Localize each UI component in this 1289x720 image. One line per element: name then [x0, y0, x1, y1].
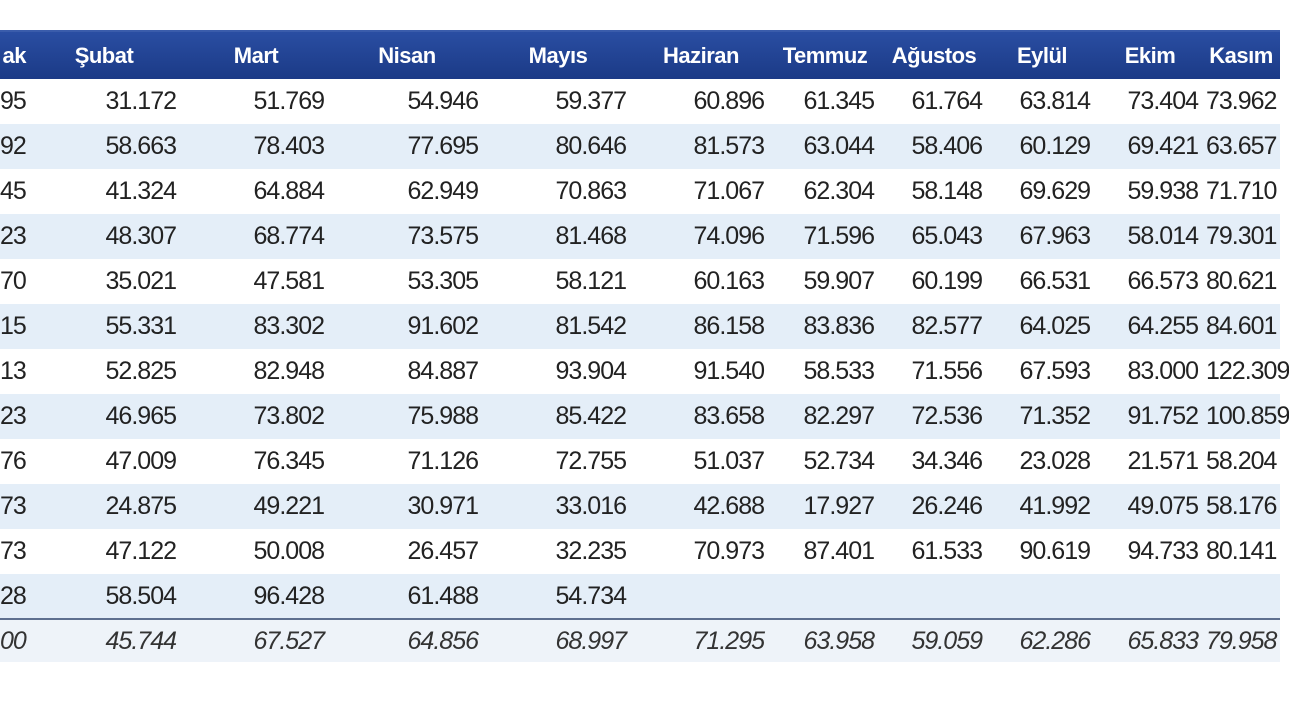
table-cell: 51.037: [693, 447, 764, 475]
top-margin: [0, 0, 1280, 30]
table-cell: 81.573: [693, 132, 764, 160]
table-cell: 59.938: [1127, 177, 1198, 205]
table-cell: 71.556: [911, 357, 982, 385]
table-cell: 82.948: [253, 357, 324, 385]
table-cell: [772, 574, 882, 619]
table-cell: 83.836: [803, 312, 874, 340]
footer-cell: 45.744: [28, 619, 184, 663]
table-cell: 69.421: [1127, 132, 1198, 160]
table-cell: 13: [0, 357, 26, 385]
table-cell: 76.345: [253, 447, 324, 475]
table-cell: 83.000: [1127, 357, 1198, 385]
table-cell: 79.301: [1206, 222, 1277, 250]
table-cell: 59.907: [803, 267, 874, 295]
footer-row-average: [0, 619, 1280, 663]
table-cell: 21.571: [1127, 447, 1198, 475]
table-row: [0, 484, 1280, 529]
table-cell: 70: [0, 267, 26, 295]
table-cell: 73: [0, 537, 26, 565]
footer-cell: 67.527: [184, 619, 332, 663]
table-cell: 91.752: [1127, 402, 1198, 430]
table-header: [0, 31, 1280, 79]
table-cell: 34.346: [911, 447, 982, 475]
table-cell: 68.774: [253, 222, 324, 250]
table-cell: 47.581: [253, 267, 324, 295]
table-cell: 30.971: [407, 492, 478, 520]
table-cell: [634, 574, 772, 619]
table-cell: 15: [0, 312, 26, 340]
table-cell: 87.401: [803, 537, 874, 565]
table-cell: [990, 574, 1098, 619]
table-cell: 55.331: [105, 312, 176, 340]
footer-cell: 71.295: [634, 619, 772, 663]
table-cell: 81.468: [555, 222, 626, 250]
table-cell: 80.646: [555, 132, 626, 160]
table-cell: 66.531: [1019, 267, 1090, 295]
table-cell: 54.734: [555, 581, 626, 610]
table-cell: 52.734: [803, 447, 874, 475]
table-cell: 67.963: [1019, 222, 1090, 250]
table-cell: 84.887: [407, 357, 478, 385]
table-cell: [1206, 574, 1280, 619]
table-cell: 62.304: [803, 177, 874, 205]
table-cell: 69.629: [1019, 177, 1090, 205]
table-cell: 17.927: [803, 492, 874, 520]
table-cell: 47.122: [105, 537, 176, 565]
footer-cell: 79.958: [1206, 619, 1280, 663]
column-header: Ağustos: [882, 31, 990, 79]
table-cell: 60.163: [693, 267, 764, 295]
table-row: [0, 169, 1280, 214]
table-cell: 26.457: [407, 537, 478, 565]
table-cell: 90.619: [1019, 537, 1090, 565]
table-cell: 59.377: [555, 87, 626, 115]
table-cell: 42.688: [693, 492, 764, 520]
column-header: Temmuz: [772, 31, 882, 79]
table-cell: 73.802: [253, 402, 324, 430]
table-cell: 58.014: [1127, 222, 1198, 250]
table-row: [0, 79, 1280, 124]
footer-cell: 65.833: [1098, 619, 1206, 663]
table-cell: 73.962: [1206, 87, 1277, 115]
table-cell: 96.428: [253, 581, 324, 610]
table-cell: 65.043: [911, 222, 982, 250]
table-row: [0, 439, 1280, 484]
table-cell: 35.021: [105, 267, 176, 295]
table-cell: 61.764: [911, 87, 982, 115]
footer-cell: 00: [0, 619, 28, 663]
table-cell: 67.593: [1019, 357, 1090, 385]
table-cell: 93.904: [555, 357, 626, 385]
table-cell: 64.884: [253, 177, 324, 205]
column-header: ak: [0, 31, 28, 79]
table-cell: 32.235: [555, 537, 626, 565]
monthly-data-table-container: [0, 30, 1289, 662]
table-cell: 80.621: [1206, 267, 1277, 295]
footer-cell: 68.997: [486, 619, 634, 663]
table-cell: 58.533: [803, 357, 874, 385]
table-cell: 70.863: [555, 177, 626, 205]
footer-cell: 63.958: [772, 619, 882, 663]
table-cell: 50.008: [253, 537, 324, 565]
table-cell: 58.148: [911, 177, 982, 205]
table-cell: 91.540: [693, 357, 764, 385]
table-cell: 45: [0, 177, 26, 205]
table-cell: [1098, 574, 1206, 619]
table-cell: 72.536: [911, 402, 982, 430]
table-cell: 91.602: [407, 312, 478, 340]
table-cell: 84.601: [1206, 312, 1277, 340]
table-cell: 49.075: [1127, 492, 1198, 520]
table-cell: 54.946: [407, 87, 478, 115]
table-cell: 78.403: [253, 132, 324, 160]
table-cell: 71.067: [693, 177, 764, 205]
table-cell: 26.246: [911, 492, 982, 520]
table-cell: 71.126: [407, 447, 478, 475]
column-header: Nisan: [332, 31, 486, 79]
column-header: Mayıs: [486, 31, 634, 79]
table-cell: 23: [0, 222, 26, 250]
table-footer: [0, 619, 1280, 663]
table-cell: 71.710: [1206, 177, 1277, 205]
table-cell: 95: [0, 87, 26, 115]
table-cell: 23: [0, 402, 26, 430]
table-cell: 49.221: [253, 492, 324, 520]
table-cell: 86.158: [693, 312, 764, 340]
table-cell: 73: [0, 492, 26, 520]
table-cell: 82.577: [911, 312, 982, 340]
table-cell: 80.141: [1206, 537, 1277, 565]
table-cell: 72.755: [555, 447, 626, 475]
table-cell: 64.025: [1019, 312, 1090, 340]
table-cell: 60.199: [911, 267, 982, 295]
column-header: Şubat: [28, 31, 184, 79]
table-cell: 85.422: [555, 402, 626, 430]
table-cell: 83.302: [253, 312, 324, 340]
table-cell: 75.988: [407, 402, 478, 430]
table-cell: 28: [0, 581, 26, 610]
column-header: Kasım: [1206, 31, 1280, 79]
table-row: [0, 214, 1280, 259]
monthly-data-table: [0, 30, 1289, 664]
table-cell: 60.896: [693, 87, 764, 115]
table-cell: 71.352: [1019, 402, 1090, 430]
table-row: [0, 529, 1280, 574]
table-cell: 48.307: [105, 222, 176, 250]
table-cell: 74.096: [693, 222, 764, 250]
table-cell: 73.575: [407, 222, 478, 250]
bottom-margin: [0, 662, 1280, 720]
table-cell: 58.406: [911, 132, 982, 160]
table-cell: 100.859: [1206, 402, 1289, 430]
column-header: Eylül: [990, 31, 1098, 79]
table-cell: 63.814: [1019, 87, 1090, 115]
table-cell: 70.973: [693, 537, 764, 565]
table-cell: [882, 574, 990, 619]
table-cell: 58.504: [105, 581, 176, 610]
table-cell: 47.009: [105, 447, 176, 475]
table-cell: 52.825: [105, 357, 176, 385]
table-cell: 71.596: [803, 222, 874, 250]
table-cell: 41.324: [105, 177, 176, 205]
table-cell: 77.695: [407, 132, 478, 160]
table-cell: 94.733: [1127, 537, 1198, 565]
table-cell: 61.488: [407, 581, 478, 610]
table-cell: 122.309: [1206, 357, 1289, 385]
table-cell: 58.204: [1206, 447, 1277, 475]
table-cell: 53.305: [407, 267, 478, 295]
column-header: Ekim: [1098, 31, 1206, 79]
table-cell: 63.044: [803, 132, 874, 160]
table-row: [0, 574, 1280, 619]
footer-cell: 62.286: [990, 619, 1098, 663]
table-cell: 61.345: [803, 87, 874, 115]
table-row: [0, 304, 1280, 349]
table-cell: 31.172: [105, 87, 176, 115]
table-row: [0, 394, 1280, 439]
table-cell: 60.129: [1019, 132, 1090, 160]
table-body: [0, 79, 1289, 619]
table-cell: 66.573: [1127, 267, 1198, 295]
footer-cell: 59.059: [882, 619, 990, 663]
table-cell: 61.533: [911, 537, 982, 565]
table-cell: 73.404: [1127, 87, 1198, 115]
table-cell: 82.297: [803, 402, 874, 430]
table-row: [0, 259, 1280, 304]
column-header: Mart: [184, 31, 332, 79]
column-header: Haziran: [634, 31, 772, 79]
table-cell: 41.992: [1019, 492, 1090, 520]
table-cell: 81.542: [555, 312, 626, 340]
table-row: [0, 349, 1280, 394]
table-cell: 64.255: [1127, 312, 1198, 340]
table-cell: 58.176: [1206, 492, 1277, 520]
table-cell: 62.949: [407, 177, 478, 205]
table-cell: 92: [0, 132, 26, 160]
table-cell: 51.769: [253, 87, 324, 115]
table-cell: 76: [0, 447, 26, 475]
table-cell: 58.663: [105, 132, 176, 160]
footer-cell: 64.856: [332, 619, 486, 663]
table-cell: 46.965: [105, 402, 176, 430]
table-cell: 24.875: [105, 492, 176, 520]
table-cell: 63.657: [1206, 132, 1277, 160]
header-row: [0, 31, 1280, 79]
table-cell: 23.028: [1019, 447, 1090, 475]
table-cell: 33.016: [555, 492, 626, 520]
table-row: [0, 124, 1280, 169]
table-cell: 83.658: [693, 402, 764, 430]
table-cell: 58.121: [555, 267, 626, 295]
